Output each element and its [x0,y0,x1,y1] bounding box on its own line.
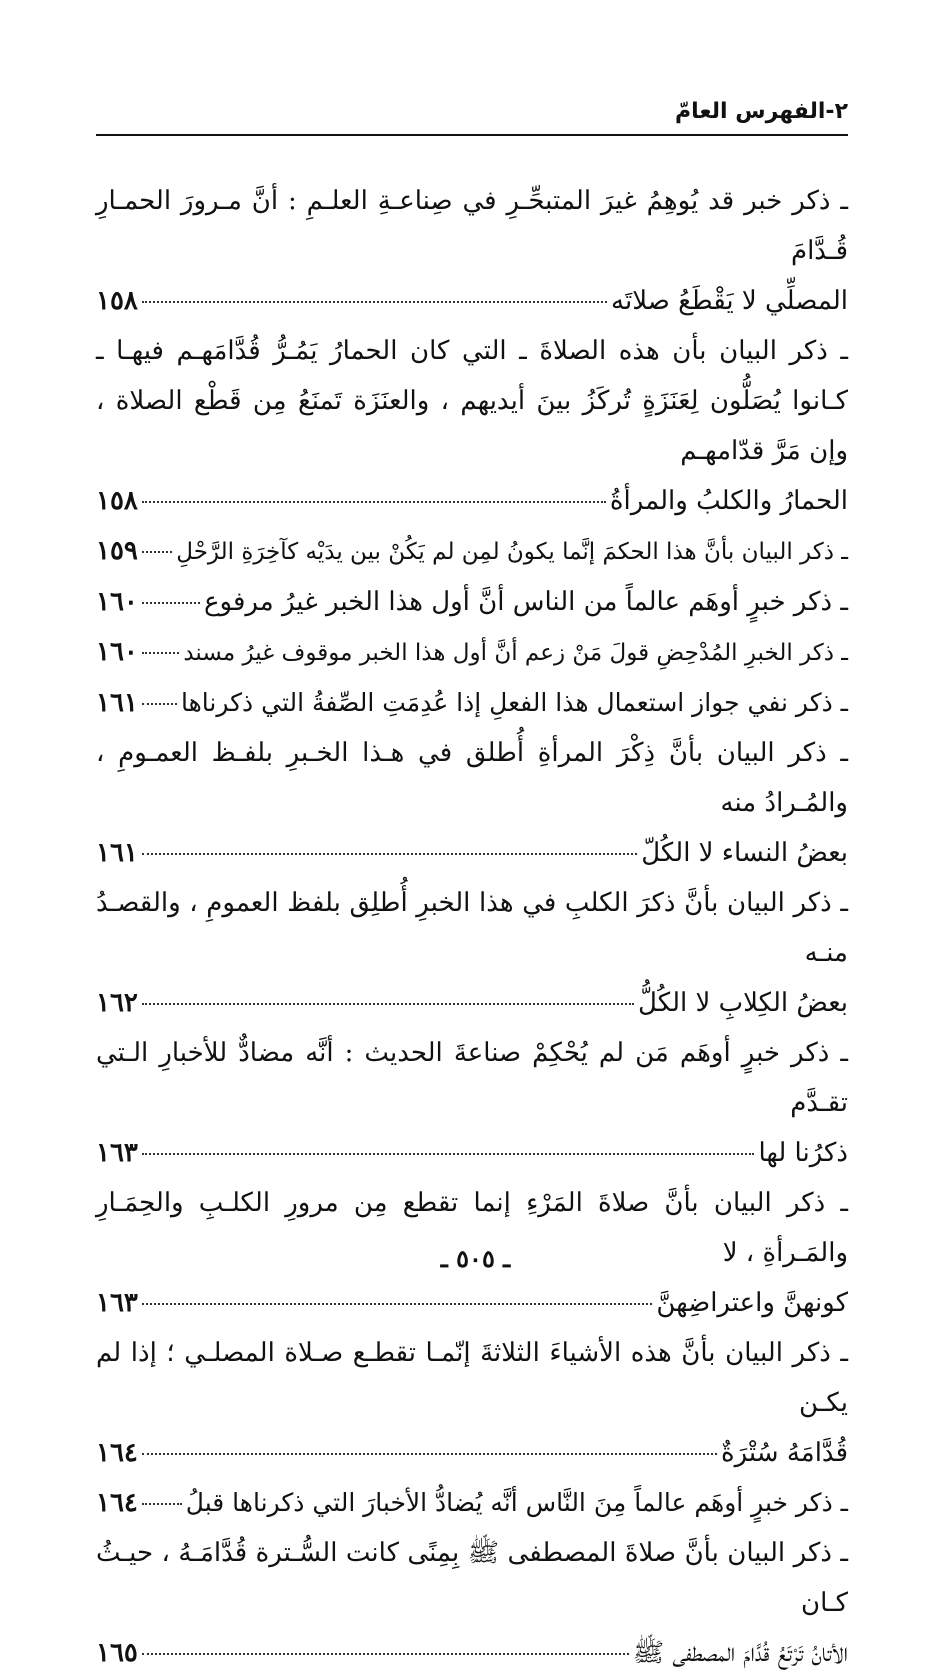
index-entry [96,1478,848,1528]
index-entry [96,1028,848,1178]
entry-last-line [96,276,848,326]
dot-leader [142,501,606,503]
entry-line-text: بعضُ الكِلابِ لا الكُلُّ [638,988,848,1018]
header-title: ٢-الفهرس العامّ [674,99,848,124]
entry-last-line [96,526,848,577]
entry-page-number: ١٦٠ [96,637,138,667]
dot-leader [142,1003,634,1005]
entry-line-text: ـ ذكر خبرٍ أوهَم عالماً من الناس أنَّ أول هذا الخبر غيرُ مرفوع [204,587,848,617]
entry-page-number: ١٦٤ [96,1488,138,1518]
dot-leader [142,652,179,654]
entry-line-text: ـ ذكر البيان بأنَّ هذا الحكمَ إنَّما يكونُ لمِن لم يَكُنْ بين يدَيْه كآخِرَةِ الرَّحْلِ [176,539,848,565]
entry-page-number: ١٦٣ [96,1288,138,1318]
entry-page-number: ١٦٥ [96,1638,138,1668]
entry-last-line [96,1478,848,1528]
entry-text: ـ ذكر البيان بأنَّ ذكرَ الكلبِ في هذا الخبرِ أُطلِق بلفظ العمومِ ، والقصـدُ منـه [96,888,848,968]
dot-leader [142,1153,755,1155]
dot-leader [142,1503,182,1505]
index-entry [96,1528,848,1678]
dot-leader [142,301,607,303]
entry-text: ـ ذكر البيان بأنَّ صلاةَ المَرْءِ إنما تقطع مِن مرورِ الكلـبِ والحِمَـارِ والمَـرأةِ ، لا [96,1188,848,1268]
entry-line-text: الحمارُ والكلبُ والمرأةُ [609,486,848,516]
dot-leader [142,1453,717,1455]
entry-last-line [96,828,848,878]
index-entry [96,326,848,526]
running-header [96,96,848,136]
entry-line-text: كونهنَّ واعتراضِهنَّ [656,1288,848,1318]
entry-last-line [96,627,848,678]
entry-page-number: ١٥٨ [96,286,138,316]
page-number: ـ ٥٠٥ ـ [440,1244,511,1273]
entry-page-number: ١٦٠ [96,587,138,617]
index-entry [96,577,848,627]
entry-line-text: ـ ذكر نفي جواز استعمال هذا الفعلِ إذا عُدِمَتِ الصِّفةُ التي ذكرناها [180,688,848,717]
entry-line-text: قُدَّامَهُ سُتْرَةٌ [720,1438,848,1468]
entry-line-text: ذكرُنا لها [758,1138,848,1168]
entry-page-number: ١٦٤ [96,1438,138,1468]
entry-line-text: ـ ذكر خبرٍ أوهَم عالماً مِنَ النَّاس أنَّه يُضادُّ الأخبارَ التي ذكرناها قبلُ [185,1488,848,1517]
index-entry [96,627,848,678]
dot-leader [142,551,172,553]
entry-page-number: ١٦١ [96,688,138,718]
entry-page-number: ١٥٩ [96,536,138,566]
entry-last-line [96,678,848,728]
entry-last-line [96,1428,848,1478]
entry-last-line [96,476,848,526]
entry-page-number: ١٦٣ [96,1138,138,1168]
entry-line-text: الأتانُ تَرْتَعُ قُدَّامَ المصطفى ﷺ [632,1638,848,1668]
entry-last-line [96,978,848,1028]
entry-text: ـ ذكر البيان بأنَّ هذه الأشياءَ الثلاثةَ إنّمـا تقطـع صـلاة المصلـي ؛ إذا لم يكـن [96,1338,848,1418]
entry-line-text: المصلِّي لا يَقْطَعُ صلاتَه [611,286,848,316]
entry-text: ـ ذكر البيان بأنَّ صلاةَ المصطفى ﷺ بِمِنًى كانت السُّـترة قُدَّامَـهُ ، حيـثُ كـان [96,1538,848,1618]
dot-leader [142,602,200,604]
entry-line-text: ـ ذكر الخبرِ المُدْحِضِ قولَ مَنْ زعم أنَّ أول هذا الخبر موقوف غيرُ مسند [183,640,848,666]
entry-page-number: ١٥٨ [96,486,138,516]
index-entry [96,176,848,326]
entry-last-line [96,1128,848,1178]
entry-last-line [96,1628,848,1678]
entry-page-number: ١٦٢ [96,988,138,1018]
dot-leader [142,703,177,705]
entry-text: ـ ذكر البيان بأن هذه الصلاةَ ـ التي كان الحمارُ يَمُـرُّ قُدَّامَهـم فيهـا ـ كـانوا يُصَلُّون لِعَنَزَةٍ تُركَزُ بينَ أيديهم ، والعنَزَة تَمنَعُ مِن قَطْع الصلاة ، وإن مَرَّ قدّامهـم [96,336,848,466]
entry-line-text: بعضُ النساء لا الكُلّ [641,838,848,868]
index-entry [96,878,848,1028]
entry-text: ـ ذكر خبرٍ أوهَم مَن لم يُحْكِمْ صناعةَ الحديث : أنَّه مضادٌّ للأخبارِ الـتي تقـدَّم [96,1038,848,1118]
entry-last-line [96,1278,848,1328]
dot-leader [142,853,637,855]
index-entry [96,728,848,878]
index-entry [96,1328,848,1478]
index-entry [96,526,848,577]
entry-last-line [96,577,848,627]
index-entries [96,176,848,1678]
index-entry [96,678,848,728]
entry-text: ـ ذكر البيان بأنَّ ذِكْرَ المرأةِ أُطلق في هـذا الخـبرِ بلفـظ العمـومِ ، والمُـرادُ منه [96,738,848,818]
dot-leader [142,1303,652,1305]
entry-page-number: ١٦١ [96,838,138,868]
dot-leader [142,1653,629,1655]
entry-text: ـ ذكر خبر قد يُوهِمُ غيرَ المتبحِّـرِ في صِناعـةِ العلـمِ : أنَّ مـرورَ الحمـارِ قُـدَّامَ [96,186,848,266]
header-rule [96,134,848,136]
